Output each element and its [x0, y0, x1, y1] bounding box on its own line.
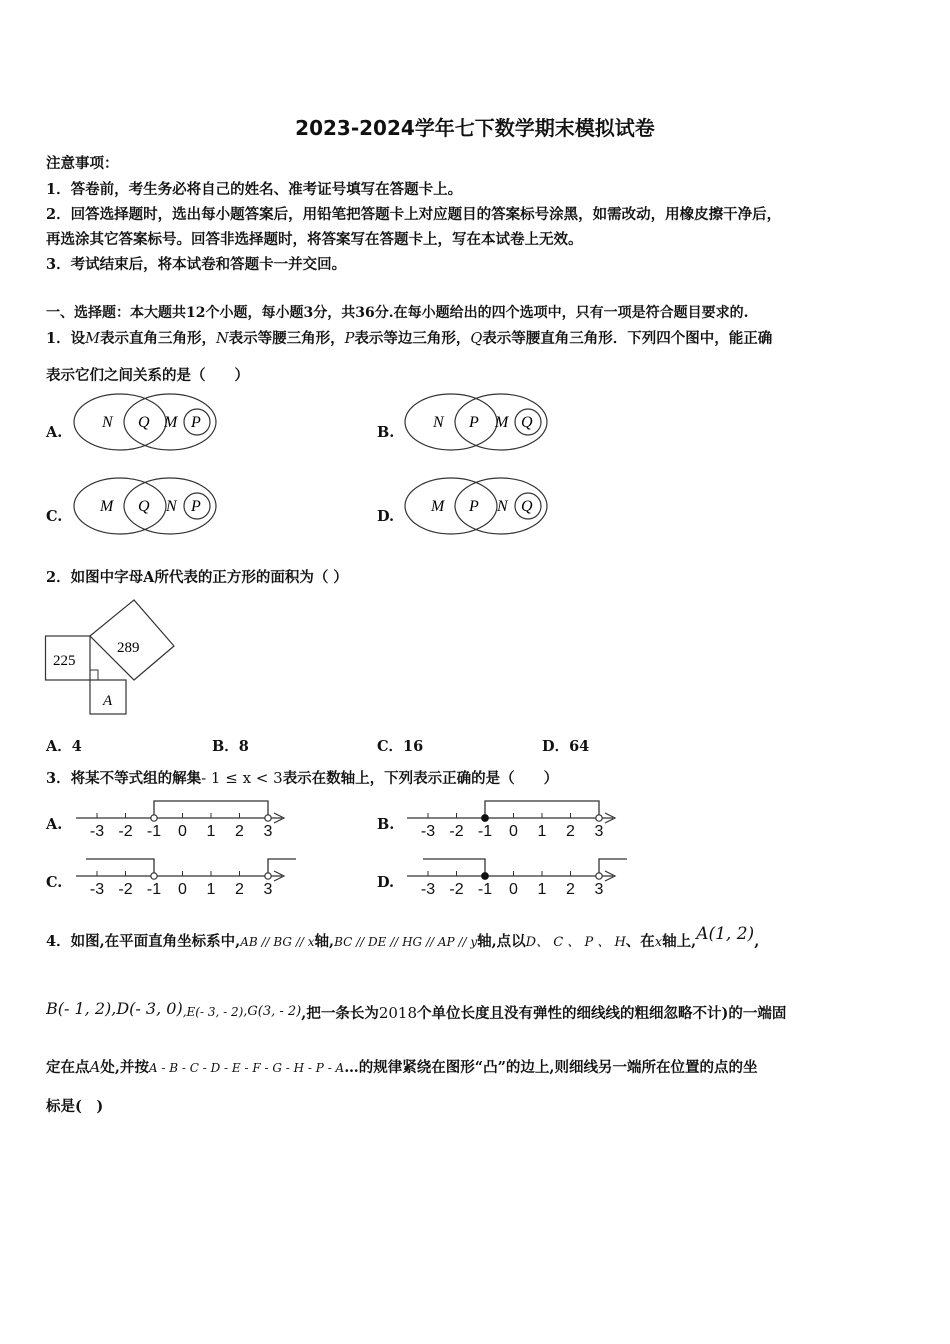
question-1-text: 1．设M表示直角三角形，N表示等腰三角形，P表示等边三角形，Q表示等腰直角三角形．下列四个图中，能正确 [46, 330, 773, 347]
venn-diagram-c [72, 476, 222, 540]
number-line-c [72, 854, 302, 898]
notice-heading: 注意事项： [46, 155, 119, 172]
venn-left-label: N [433, 414, 444, 431]
notice-item: 1．答卷前，考生务必将自己的姓名、准考证号填写在答题卡上。 [46, 181, 463, 198]
number-line-tick-label: 1 [537, 881, 547, 898]
number-line-tick-label: -1 [477, 823, 493, 840]
number-line-tick-label: -2 [449, 823, 464, 840]
number-line-tick-label: -1 [146, 881, 162, 898]
square-label-225: 225 [53, 653, 76, 669]
q1-option-d-label[interactable]: D. [377, 508, 395, 525]
venn-right-label: N [166, 498, 177, 515]
number-line-tick-label: 0 [509, 881, 518, 898]
question-4-line-2: B(- 1, 2),D(- 3, 0),E(- 3, - 2),G(3, - 2),把一条长为2018个单位长度且没有弹性的细线线的粗细忽略不计)的一端固 [46, 999, 787, 1022]
number-line-tick-label: 2 [235, 823, 244, 840]
number-line-tick-label: 3 [263, 823, 273, 840]
squares-figure [44, 596, 180, 720]
venn-inner-label: Q [521, 414, 533, 431]
number-line-tick-label: 2 [566, 881, 575, 898]
number-line-tick-label: -1 [477, 881, 493, 898]
question-2-text: 2．如图中字母A所代表的正方形的面积为（ ） [46, 569, 348, 586]
q1-option-a-label[interactable]: A. [46, 424, 63, 441]
number-line-tick-label: 1 [206, 881, 216, 898]
number-line-tick-label: -3 [89, 881, 105, 898]
venn-left-label: N [102, 414, 113, 431]
number-line-tick-label: 1 [537, 823, 547, 840]
q1-option-b-label[interactable]: B. [377, 424, 395, 441]
number-line-tick-label: -2 [449, 881, 464, 898]
square-label-289: 289 [117, 640, 140, 656]
q3-option-a-label[interactable]: A. [46, 816, 63, 833]
venn-mid-label: P [469, 414, 479, 431]
venn-right-label: M [164, 414, 178, 431]
venn-left-label: M [100, 498, 114, 515]
number-line-b [403, 796, 623, 840]
question-4-line-1: 4．如图,在平面直角坐标系中,AB // BG // x轴,BC // DE // HG // AP // y轴,点以D、 C 、 P 、 H、在x轴上,A(1, 2), [46, 924, 760, 950]
number-line-tick-label: -1 [146, 823, 162, 840]
number-line-tick-label: 2 [566, 823, 575, 840]
q3-option-c-label[interactable]: C. [46, 874, 63, 891]
inequality-expression: - 1 ≤ x < 3 [201, 769, 283, 787]
number-line-tick-label: 0 [178, 823, 187, 840]
venn-diagram-d [403, 476, 553, 540]
number-line-tick-label: -3 [420, 823, 436, 840]
notice-item: 3．考试结束后，将本试卷和答题卡一并交回。 [46, 256, 347, 273]
number-line-tick-label: 3 [263, 881, 273, 898]
section-heading: 一、选择题：本大题共12个小题，每小题3分，共36分.在每小题给出的四个选项中，只有一项是符合题目要求的. [46, 305, 749, 321]
venn-mid-label: P [469, 498, 479, 515]
question-4-line-4: 标是( ) [46, 1098, 104, 1115]
venn-right-label: M [495, 414, 509, 431]
q1-option-c-label[interactable]: C. [46, 508, 63, 525]
venn-inner-label: P [191, 414, 201, 431]
page-title: 2023-2024学年七下数学期末模拟试卷 [295, 116, 655, 140]
number-line-tick-label: -2 [118, 881, 133, 898]
square-label-a: A [103, 693, 113, 709]
number-line-tick-label: 3 [594, 823, 604, 840]
venn-left-label: M [431, 498, 445, 515]
q2-option-c[interactable]: C．16 [377, 738, 424, 755]
number-line-tick-label: -2 [118, 823, 133, 840]
number-line-tick-label: 2 [235, 881, 244, 898]
venn-diagram-a [72, 392, 222, 456]
notice-item: 2．回答选择题时，选出每小题答案后，用铅笔把答题卡上对应题目的答案标号涂黑，如需改动，用橡皮擦干净后， [46, 206, 782, 223]
venn-mid-label: Q [138, 498, 150, 515]
venn-diagram-b [403, 392, 553, 456]
question-1-text-cont: 表示它们之间关系的是（ ） [46, 367, 249, 384]
venn-inner-label: P [191, 498, 201, 515]
number-line-d [403, 854, 633, 898]
q2-option-d[interactable]: D．64 [542, 738, 590, 755]
number-line-tick-label: 0 [509, 823, 518, 840]
q3-option-b-label[interactable]: B. [377, 816, 395, 833]
number-line-tick-label: 0 [178, 881, 187, 898]
q2-option-a[interactable]: A．4 [46, 738, 82, 755]
number-line-tick-label: 3 [594, 881, 604, 898]
q2-option-b[interactable]: B．8 [212, 738, 249, 755]
number-line-tick-label: -3 [89, 823, 105, 840]
question-4-line-3: 定在点A处,并按A - B - C - D - E - F - G - H - P - A…的规律紧绕在图形“凸”的边上,则细线另一端所在位置的点的坐 [46, 1058, 758, 1076]
number-line-tick-label: -3 [420, 881, 436, 898]
number-line-tick-label: 1 [206, 823, 216, 840]
question-3-text: 3．将某不等式组的解集- 1 ≤ x < 3表示在数轴上，下列表示正确的是（ ） [46, 769, 559, 787]
q3-option-d-label[interactable]: D. [377, 874, 395, 891]
venn-right-label: N [497, 498, 508, 515]
venn-mid-label: Q [138, 414, 150, 431]
number-line-a [72, 796, 292, 840]
notice-item: 再选涂其它答案标号。回答非选择题时，将答案写在答题卡上，写在本试卷上无效。 [46, 231, 583, 248]
venn-inner-label: Q [521, 498, 533, 515]
